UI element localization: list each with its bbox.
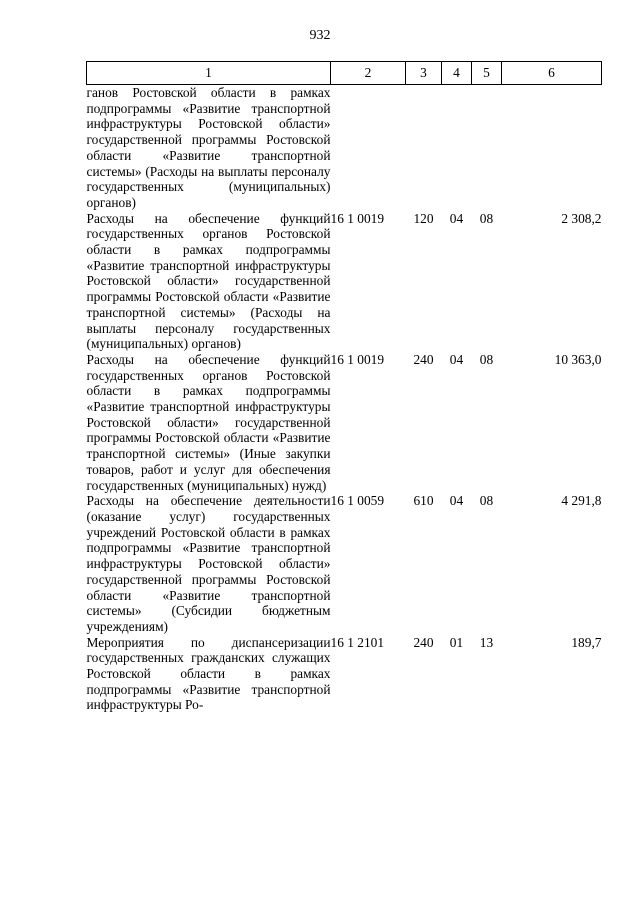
row-section: 04 (449, 210, 464, 226)
row-target-code: 16 1 2101 (330, 634, 385, 650)
row-section: 04 (449, 351, 464, 367)
row-subsection: 08 (479, 351, 494, 367)
row-amount: 189,7 (571, 634, 602, 650)
row-subsection: 08 (479, 210, 494, 226)
column-header: 6 (502, 62, 602, 85)
row-amount (502, 85, 602, 211)
table-row (87, 493, 602, 634)
row-expense-type: 240 (413, 351, 434, 367)
row-amount: 10 363,0 (554, 351, 602, 367)
column-header: 1 (87, 62, 331, 85)
row-section: 01 (449, 634, 464, 650)
row-target-code: 16 1 0019 (330, 351, 385, 367)
column-header: 5 (472, 62, 502, 85)
page-number: 932 (309, 28, 331, 43)
row-section: 04 (449, 493, 464, 509)
row-description: Мероприятия по диспансеризации государственных гражданских служащих Ростовской области в рамках подпрограммы «Развитие транспортной инфраструктуры Ро- (86, 634, 331, 713)
row-subsection: 13 (479, 634, 494, 650)
column-header: 4 (442, 62, 472, 85)
column-header: 3 (406, 62, 442, 85)
row-amount: 2 308,2 (561, 210, 602, 226)
column-header: 2 (331, 62, 406, 85)
row-description: Расходы на обеспечение функций государственных органов Ростовской области в рамках подпрограммы «Развитие транспортной инфраструктуры Ростовской области» государственной программы Ростовской области «Развитие транспортной системы» (Расходы на выплаты персоналу государственных (муниципальных) органов) (86, 210, 331, 352)
row-expense-type: 610 (413, 493, 434, 509)
row-target-code (331, 85, 406, 211)
table-row (87, 635, 602, 714)
row-description: Расходы на обеспечение функций государственных органов Ростовской области в рамках подпрограммы «Развитие транспортной инфраструктуры Ростовской области» государственной программы Ростовской области «Развитие транспортной системы» (Иные закупки товаров, работ и услуг для обеспечения государственных (муниципальных) нужд) (86, 351, 331, 493)
row-description: Расходы на обеспечение деятельности (оказание услуг) государственных учреждений Ростовской области в рамках подпрограммы «Развитие транспортной инфраструктуры Ростовской области» государственной программы Ростовской области «Развитие транспортной системы» (Субсидии бюджетным учреждениям) (86, 493, 331, 634)
row-description: ганов Ростовской области в рамках подпрограммы «Развитие транспортной инфраструктуры Ростовской области» государственной программы Ростовской области «Развитие транспортной системы» (Расходы на выплаты персоналу государственных (муниципальных) органов) (86, 85, 331, 210)
row-subsection: 08 (479, 493, 494, 509)
budget-table (86, 61, 602, 713)
table-row (87, 211, 602, 352)
table-header-row (87, 62, 602, 85)
row-expense-type: 240 (413, 634, 434, 650)
table-row (87, 85, 602, 211)
row-amount: 4 291,8 (561, 493, 602, 509)
row-expense-type (406, 85, 442, 211)
row-target-code: 16 1 0019 (330, 210, 385, 226)
row-target-code: 16 1 0059 (330, 493, 385, 509)
row-expense-type: 120 (413, 210, 434, 226)
row-subsection (472, 85, 502, 211)
row-section (442, 85, 472, 211)
table-row (87, 352, 602, 493)
